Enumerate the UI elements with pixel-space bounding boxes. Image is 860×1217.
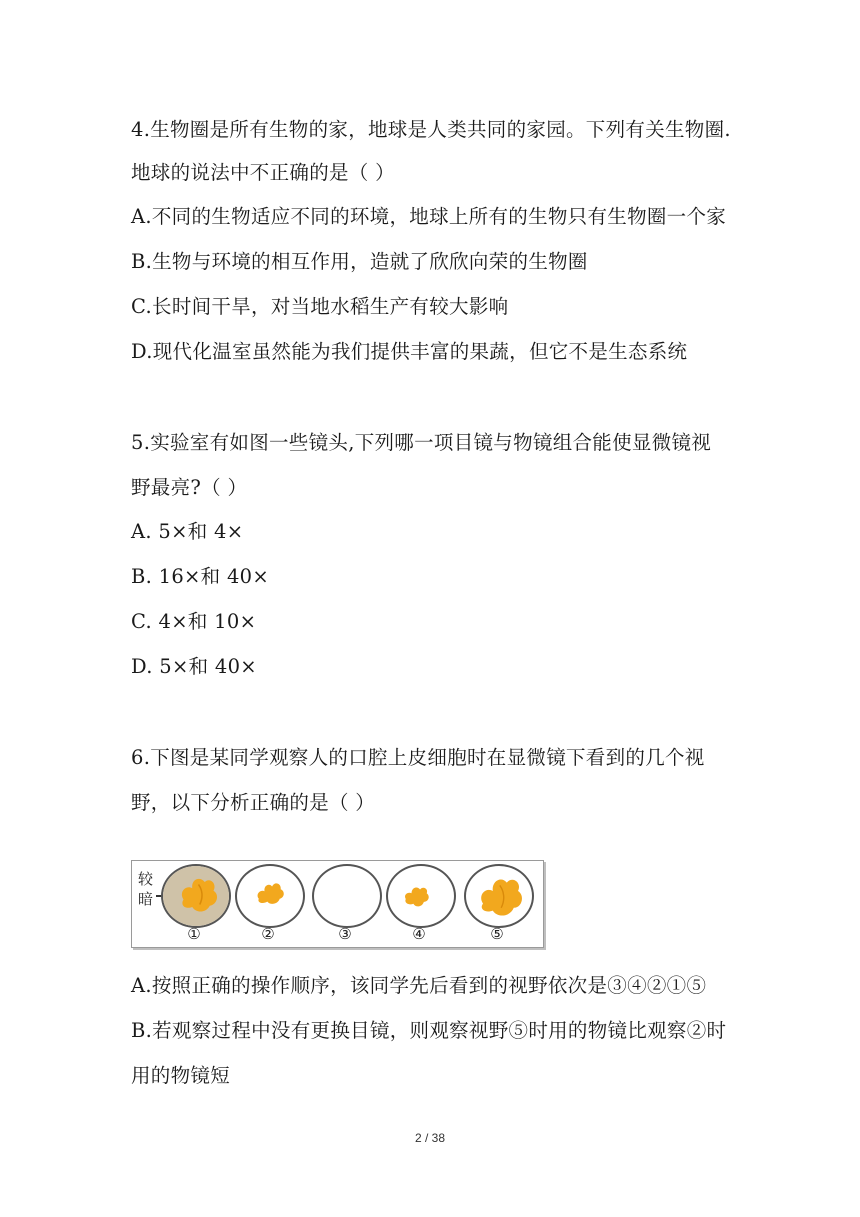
view-circle-3 <box>312 864 382 928</box>
q4-option-a: A.不同的生物适应不同的环境，地球上所有的生物只有生物圈一个家 <box>131 205 727 228</box>
q6-stem-line-1: 6.下图是某同学观察人的口腔上皮细胞时在显微镜下看到的几个视 <box>131 746 705 769</box>
q4-option-b: B.生物与环境的相互作用，造就了欣欣向荣的生物圈 <box>131 250 588 273</box>
view-number-2: ② <box>261 925 275 943</box>
figure-label-top: 较 <box>138 870 154 888</box>
view-4-cells <box>388 866 454 926</box>
q4-option-c: C.长时间干旱，对当地水稻生产有较大影响 <box>131 295 509 318</box>
q4-stem-line-2: 地球的说法中不正确的是（ ） <box>131 161 395 184</box>
q5-stem-line-2: 野最亮?（ ） <box>131 476 248 499</box>
view-number-4: ④ <box>412 925 426 943</box>
figure-label-bottom: 暗 <box>138 890 154 908</box>
view-1-cells <box>163 866 229 926</box>
view-circle-1 <box>161 864 231 928</box>
view-circle-5 <box>464 864 534 928</box>
q6-option-b: B.若观察过程中没有更换目镜，则观察视野⑤时用的物镜比观察②时 <box>131 1019 727 1042</box>
q4-stem-line-1: 4.生物圈是所有生物的家，地球是人类共同的家园。下列有关生物圈. <box>131 118 731 141</box>
q5-option-a: A. 5×和 4× <box>131 520 244 543</box>
q5-option-b: B. 16×和 40× <box>131 565 270 588</box>
view-number-3: ③ <box>338 925 352 943</box>
view-2-cells <box>237 866 303 926</box>
view-number-1: ① <box>187 925 201 943</box>
view-circle-4 <box>386 864 456 928</box>
q6-stem-line-2: 野，以下分析正确的是（ ） <box>131 791 376 814</box>
view-5-cells <box>466 866 532 926</box>
view-circle-2 <box>235 864 305 928</box>
q5-option-d: D. 5×和 40× <box>131 655 257 678</box>
q6-option-b-continued: 用的物镜短 <box>131 1064 231 1087</box>
view-3-empty <box>314 866 380 926</box>
microscope-views-figure <box>131 860 544 948</box>
page-indicator: 2 / 38 <box>414 1131 446 1145</box>
q5-option-c: C. 4×和 10× <box>131 610 257 633</box>
q5-stem-line-1: 5.实验室有如图一些镜头,下列哪一项目镜与物镜组合能使显微镜视 <box>131 431 712 454</box>
view-number-5: ⑤ <box>490 925 504 943</box>
q6-option-a: A.按照正确的操作顺序，该同学先后看到的视野依次是③④②①⑤ <box>131 974 707 997</box>
q4-option-d: D.现代化温室虽然能为我们提供丰富的果蔬，但它不是生态系统 <box>131 340 688 363</box>
